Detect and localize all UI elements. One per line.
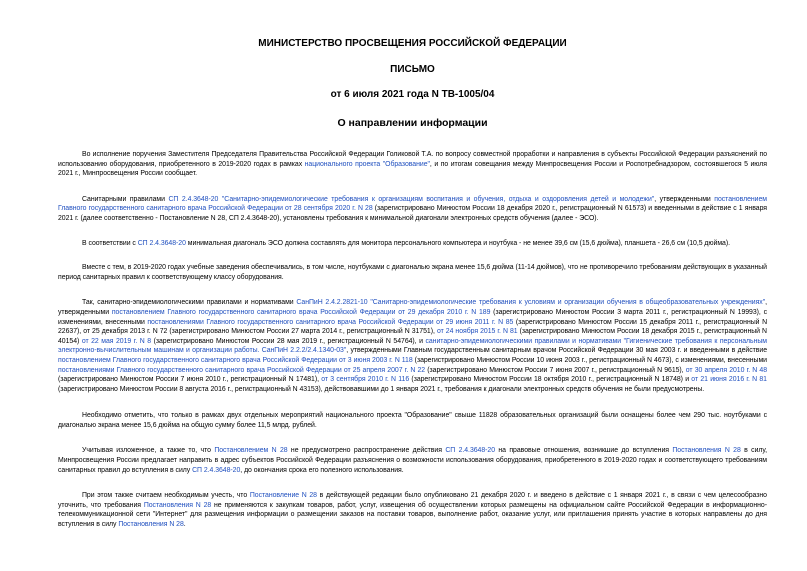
paragraph-4 (58, 263, 767, 282)
document-link[interactable]: Постановления N 28 (672, 447, 741, 455)
paragraph-text: (зарегистрировано Минюстом России 18 декабря 2020 г., регистрационный N 61573) и введенными в действие с 1 января 2021 г. (далее соответственно - Постановление N 28, СП 2.4.3648-20), установлены требования к минимальной диагонали электронных средств обучения (далее - ЭСО). (58, 205, 767, 222)
document-link[interactable]: СП 2.4.3648-20 (137, 239, 186, 247)
paragraph-5 (58, 298, 767, 394)
paragraph-text: не применяются к закупкам товаров, работ, услуг, извещения об осуществлении которых размещены на официальном сайте Российской Федерации в информационно-телекоммуникационной сети "Интернет" для размещения информации о размещении заказов на поставки товаров, выполнение работ, оказание услуг, или приглашения принять участие в которых направлены до дня вступления в силу (58, 501, 767, 529)
paragraph-text: Необходимо отметить, что только в рамках двух отдельных мероприятий национального проекта "Образование" свыше 11828 образовательных организаций были оснащены более чем 290 тыс. ноутбуками с диагональю экрана менее 15,6 дюйма на общую сумму более 11,5 млрд. рублей. (58, 412, 767, 429)
document-subject: О направлении информации (337, 117, 488, 129)
document-link[interactable]: от 30 апреля 2010 г. N 48 (685, 366, 767, 374)
document-link[interactable]: Постановлением N 28 (214, 447, 288, 455)
paragraph-7 (58, 446, 767, 475)
paragraph-text: , и по итогам совещания между Минпросвещения России и Роспотребнадзором, состоявшегося 5 июля 2021 г., Минпросвещения России сообщает. (58, 160, 767, 178)
document-type: ПИСЬМО (390, 64, 435, 75)
paragraph-text: , до окончания срока его полезного использования. (240, 466, 404, 474)
document-link[interactable]: постановлением Главного государственного санитарного врача Российской Федерации от 3 июня 2003 г. N 118 (58, 356, 413, 364)
document-link[interactable]: постановлениями Главного государственного санитарного врача Российской Федерации от 25 апреля 2007 г. N 22 (58, 366, 426, 374)
paragraph-text: Вместе с тем, в 2019-2020 годах учебные заведения обеспечивались, в том числе, ноутбуками с диагональю экрана менее 15,6 дюйма (11-14 дюймов), что не противоречило требованиям действующих в указанный период санитарных правил к соответствующему классу оборудования. (58, 264, 767, 281)
paragraph-6 (58, 411, 767, 430)
document-link[interactable]: от 3 сентября 2010 г. N 116 (321, 376, 410, 384)
paragraph-text: (зарегистрировано Минюстом России 28 мая 2019 г., регистрационный N 54764), и (151, 337, 426, 345)
paragraph-text: (зарегистрировано Минюстом России 7 июня 2007 г., регистрационный N 9615), (425, 366, 686, 374)
paragraph-text: (зарегистрировано Минюстом России 10 июня 2003 г., регистрационный N 4673), с изменениями, внесенными (412, 356, 767, 364)
document-link[interactable]: Постановления N 28 (143, 501, 212, 509)
paragraph-text: на правовые отношения, возникшие до вступления (495, 447, 673, 455)
date-number: от 6 июля 2021 года N ТВ-1005/04 (330, 89, 495, 100)
paragraph-3 (58, 239, 767, 249)
document-link[interactable]: СП 2.4.3648-20 "Санитарно-эпидемиологические требования к организациям воспитания и обучения, отдыха и оздоровления детей и молодежи" (168, 195, 655, 203)
document-link[interactable]: национального проекта "Образование" (304, 160, 430, 168)
paragraph-text: , утвержденными Главным государственным санитарным врачом Российской Федерации 30 мая 2003 г. и введенными в действие (346, 347, 767, 355)
paragraph-text: Так, санитарно-эпидемиологическими правилами и нормативами (82, 299, 297, 307)
paragraph-2 (58, 195, 767, 224)
paragraph-text: Во исполнение поручения Заместителя Председателя Правительства Российской Федерации Голиковой Т.А. по вопросу совместной проработки и направления в субъекты Российской Федерации разъяснений по использованию оборудования, приобретенного в 2019-2020 годах в рамках (58, 151, 767, 168)
document-link[interactable]: СП 2.4.3648-20 (192, 466, 241, 474)
paragraph-text: Санитарными правилами (82, 195, 169, 203)
paragraph-text: (зарегистрировано Минюстом России 18 октября 2010 г., регистрационный N 18748) и (409, 376, 692, 384)
document-link[interactable]: СанПиН 2.4.2.2821-10 "Санитарно-эпидемиологические требования к условиям и организации обучения в общеобразовательных учреждениях" (296, 299, 766, 307)
document-link[interactable]: от 24 ноября 2015 г. N 81 (436, 328, 518, 336)
document-link[interactable]: Постановление N 28 (249, 492, 317, 500)
ministry-heading: МИНИСТЕРСТВО ПРОСВЕЩЕНИЯ РОССИЙСКОЙ ФЕДЕРАЦИИ (258, 38, 567, 49)
document-link[interactable]: Постановления N 28 (118, 521, 184, 529)
paragraph-text: в силу, Минпросвещения России предлагает направить в адрес субъектов Российской Федерации разъяснения о возможности использования оборудования, приобретенного в 2019-2020 годах и соответствующего требованиям санитарных правил до вступления в силу (58, 447, 767, 474)
document-link[interactable]: постановлениями Главного государственного санитарного врача Российской Федерации от 29 июня 2011 г. N 85 (147, 318, 514, 326)
document-link[interactable]: СП 2.4.3648-20 (445, 447, 496, 455)
document-link[interactable]: санитарно-эпидемиологическими правилами и нормативами "Гигиенические требования к персональным электронно-вычислительным машинам и организации работы. СанПиН 2.2.2/2.4.1340-03" (58, 337, 767, 355)
paragraph-text: минимальная диагональ ЭСО должна составлять для монитора персонального компьютера и ноутбука - не менее 39,6 см (15,6 дюйма), планшета - 26,6 см (10,5 дюйма). (185, 239, 731, 247)
paragraph-text: В соответствии с (82, 239, 138, 247)
paragraph-text: (зарегистрировано Минюстом России 7 июня 2010 г., регистрационный N 17481), (58, 376, 322, 384)
paragraph-text: (зарегистрировано Минюстом России 8 августа 2016 г., регистрационный N 43153), действовавшими до 1 января 2021 г., требования к диагонали электронных средств обучения не были предусмотрены. (58, 385, 705, 393)
paragraph-8 (58, 491, 767, 529)
paragraph-text: (зарегистрировано Минюстом России 3 марта 2011 г., регистрационный N 19993), с изменениями, внесенными (58, 308, 767, 326)
paragraph-text: Учитывая изложенное, а также то, что (82, 447, 215, 455)
document-link[interactable]: постановлением Главного государственного санитарного врача Российской Федерации от 28 сентября 2020 г. N 28 (58, 195, 767, 213)
document-link[interactable]: от 22 мая 2019 г. N 8 (81, 337, 152, 345)
document-link[interactable]: постановлением Главного государственного санитарного врача Российской Федерации от 29 декабря 2010 г. N 189 (111, 308, 491, 316)
paragraph-text: При этом также считаем необходимым учесть, что (82, 492, 250, 500)
paragraph-text: , утвержденными (58, 299, 767, 316)
paragraph-text: в действующей редакции было опубликовано 21 декабря 2020 г. и введено в действие с 1 января 2021 г., в связи с чем целесообразно уточнить, что требования (58, 492, 767, 509)
paragraph-1 (58, 150, 767, 179)
document-link[interactable]: от 21 июня 2016 г. N 81 (691, 376, 767, 384)
paragraph-text: не предусмотрено распространение действия (287, 447, 446, 455)
paragraph-text: (зарегистрировано Минюстом России 15 декабря 2011 г., регистрационный N 22637), от 25 декабря 2013 г. N 72 (зарегистрировано Минюстом России 27 марта 2014 г., регистрационный N 31751), (58, 318, 768, 336)
paragraph-text: . (183, 521, 186, 529)
paragraph-text: (зарегистрировано Минюстом России 18 декабря 2015 г., регистрационный N 40154) (58, 328, 767, 345)
paragraph-text: , утвержденными (654, 195, 715, 203)
